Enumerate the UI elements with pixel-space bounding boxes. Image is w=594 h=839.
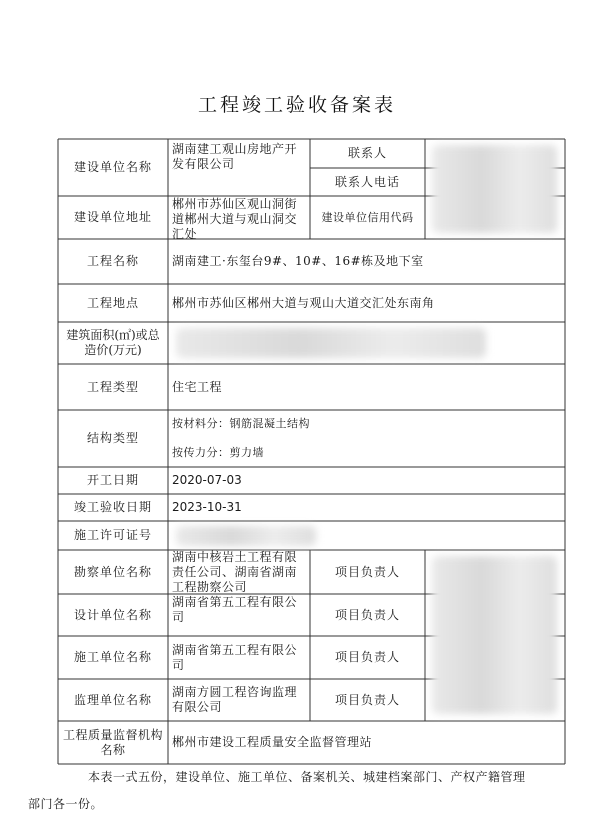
credit-code-label: 建设单位信用代码 [321, 211, 414, 224]
form-title: 工程竣工验收备案表 [197, 94, 396, 116]
survey-unit-value: 湖南中核岩土工程有限责任公司、湖南省湖南工程勘察公司 [172, 550, 298, 594]
project-location-value: 郴州市苏仙区郴州大道与观山大道交汇处东南角 [172, 295, 435, 310]
start-date-value: 2020-07-03 [172, 473, 242, 487]
redacted-area-value [176, 328, 486, 358]
footer-line-1: 本表一式五份，建设单位、施工单位、备案机关、城建档案部门、产权产籍管理 [88, 770, 526, 784]
footer-note [28, 764, 578, 818]
project-name-label: 工程名称 [86, 254, 139, 268]
redacted-permit-value [176, 526, 316, 546]
builder-address-label: 建设单位地址 [73, 210, 152, 224]
start-date-label: 开工日期 [86, 473, 139, 487]
supervision-unit-value: 湖南方圆工程咨询监理有限公司 [172, 685, 298, 714]
footer-line-2: 部门各一份。 [28, 797, 104, 811]
acceptance-date-label: 竣工验收日期 [73, 500, 152, 514]
construction-responsible-label: 项目负责人 [334, 650, 400, 664]
project-type-label: 工程类型 [86, 379, 139, 394]
structure-type-label: 结构类型 [86, 431, 139, 445]
structure-material-value: 按材料分：钢筋混凝土结构 [172, 417, 310, 430]
project-location-label: 工程地点 [86, 295, 139, 310]
builder-address-value: 郴州市苏仙区观山洞街道郴州大道与观山洞交汇处 [172, 197, 298, 239]
construction-unit-label: 施工单位名称 [73, 650, 152, 664]
design-responsible-label: 项目负责人 [334, 607, 400, 622]
survey-responsible-label: 项目负责人 [334, 564, 400, 579]
acceptance-date-value: 2023-10-31 [172, 500, 242, 514]
design-unit-value: 湖南省第五工程有限公司 [172, 595, 298, 624]
builder-name-label: 建设单位名称 [73, 160, 152, 174]
contact-phone-label: 联系人电话 [334, 174, 400, 189]
quality-agency-label: 工程质量监督机构名称 [62, 727, 163, 757]
supervision-unit-label: 监理单位名称 [73, 692, 152, 707]
design-unit-label: 设计单位名称 [73, 607, 152, 622]
redacted-contact-block [432, 145, 557, 233]
supervision-responsible-label: 项目负责人 [334, 692, 400, 707]
structure-force-value: 按传力分：剪力墙 [172, 445, 264, 459]
builder-name-value: 湖南建工观山房地产开发有限公司 [172, 142, 298, 171]
contact-person-label: 联系人 [347, 146, 387, 160]
survey-unit-label: 勘察单位名称 [73, 564, 152, 579]
project-name-value: 湖南建工·东玺台9#、10#、16#栋及地下室 [172, 254, 424, 268]
quality-agency-value: 郴州市建设工程质量安全监督管理站 [172, 735, 373, 749]
construction-unit-value: 湖南省第五工程有限公司 [172, 642, 298, 672]
permit-no-label: 施工许可证号 [73, 528, 152, 542]
building-area-label: 建筑面积(㎡)或总造价(万元) [66, 328, 160, 357]
redacted-responsible-block [432, 556, 557, 714]
project-type-value: 住宅工程 [172, 379, 223, 394]
